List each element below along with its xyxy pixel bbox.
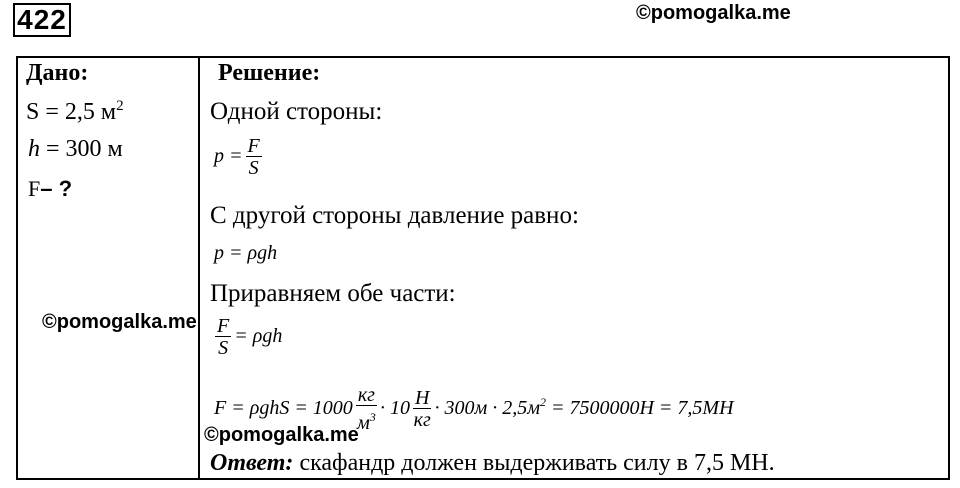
given-heading: Дано: (26, 60, 89, 86)
watermark-top: ©pomogalka.me (636, 2, 791, 24)
given-area: S = 2,5 $м^2$ (26, 98, 124, 125)
solution-text-3: Приравняем обе части: (210, 280, 456, 307)
solution-heading: Решение: (218, 60, 321, 86)
watermark-left: ©pomogalka.me (42, 311, 197, 333)
solution-text-2: С другой стороны давление равно: (210, 202, 579, 229)
formula-calculation: F = ρghS = 1000 $\frac{кг}{м^3}$ · 10 $\frac{Н}{кг}$ · $300м \cdot 2,5м^2 = 7500000Н = 7,5МН$ (214, 384, 734, 434)
solution-text-1: Одной стороны: (210, 98, 383, 125)
answer-text: скафандр должен выдерживать силу в 7,5 МН. (299, 450, 775, 476)
formula-pressure-depth: p = ρgh (214, 242, 278, 264)
problem-number: 422 (13, 3, 71, 37)
answer-line (210, 450, 775, 477)
formula-pressure-force: p = $\frac{F}{S}$ (214, 135, 260, 179)
given-unknown: F– ? (28, 176, 73, 201)
column-divider (198, 56, 200, 480)
formula-equate: $\frac{F}{S}$ = ρgh (217, 315, 283, 359)
given-height: h = 300 м (28, 136, 123, 162)
watermark-bottom: ©pomogalka.me (204, 424, 359, 446)
answer-label: Ответ: (210, 450, 294, 476)
